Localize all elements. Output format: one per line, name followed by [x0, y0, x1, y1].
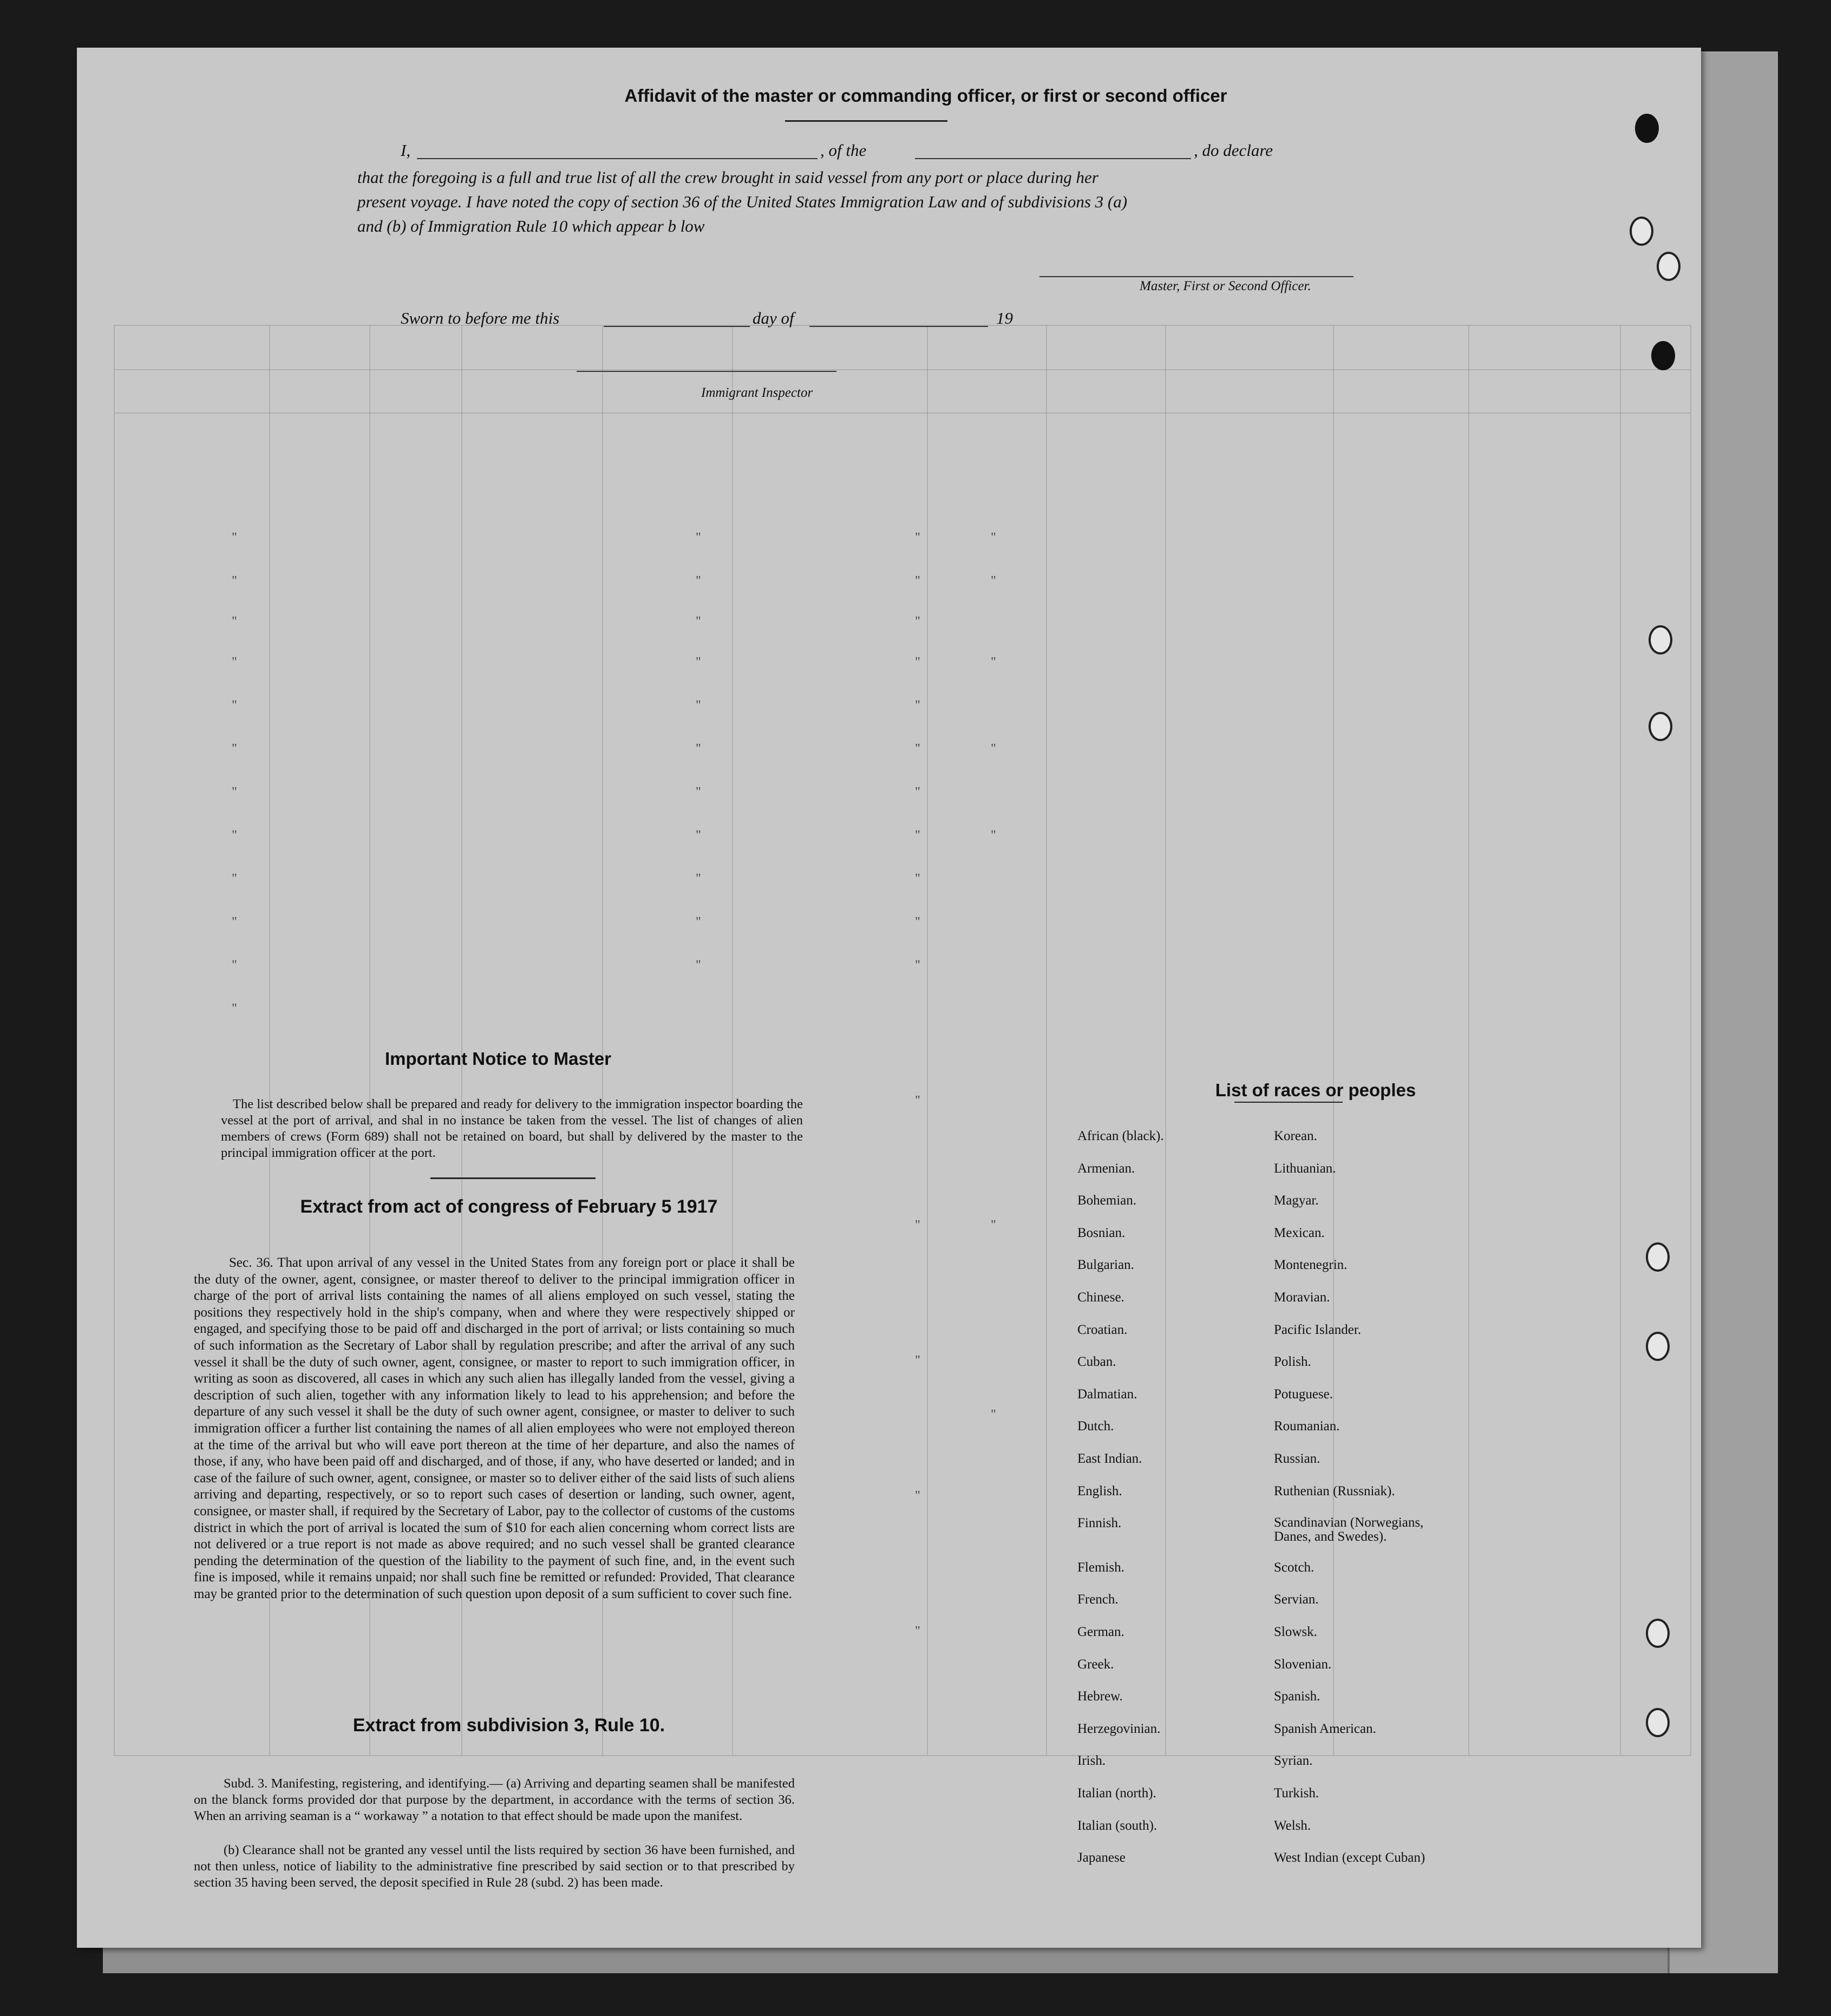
race-entry: German.	[1077, 1625, 1124, 1639]
ditto-mark: "	[915, 1489, 920, 1503]
punch-hole	[1635, 114, 1659, 143]
ditto-mark: "	[232, 698, 237, 712]
inspector-label: Immigrant Inspector	[701, 385, 813, 400]
sworn-month-field[interactable]	[809, 326, 988, 327]
sworn-text: Sworn to before me this	[401, 309, 560, 328]
ditto-mark: "	[232, 655, 237, 669]
ditto-mark: "	[232, 785, 237, 799]
ditto-mark: "	[991, 1408, 996, 1422]
race-entry: Slovenian.	[1274, 1657, 1332, 1672]
ditto-mark: "	[915, 655, 920, 669]
race-entry: Korean.	[1274, 1129, 1317, 1143]
race-entry: Dutch.	[1077, 1419, 1114, 1434]
ditto-mark: "	[915, 742, 920, 756]
race-entry: Montenegrin.	[1274, 1258, 1348, 1273]
ditto-mark: "	[991, 828, 996, 842]
race-entry: Ruthenian (Russniak).	[1274, 1483, 1395, 1498]
notice-rule	[430, 1177, 596, 1179]
race-entry: French.	[1077, 1592, 1119, 1607]
ditto-mark: "	[915, 1624, 920, 1638]
races-right-column	[1274, 1129, 1501, 1876]
ditto-mark: "	[991, 655, 996, 669]
punch-hole	[1646, 1708, 1670, 1737]
race-entry: Dalmatian.	[1077, 1386, 1137, 1402]
punch-hole	[1649, 712, 1672, 741]
ditto-mark: "	[232, 742, 237, 756]
race-entry: Scandinavian (Norwegians, Danes, and Swedes).	[1274, 1515, 1424, 1544]
ditto-mark: "	[915, 531, 920, 545]
ditto-mark: "	[915, 958, 920, 972]
ditto-mark: "	[696, 614, 701, 629]
ditto-mark: "	[915, 872, 920, 886]
ditto-mark: "	[696, 958, 701, 972]
ditto-mark: "	[696, 785, 701, 799]
races-title: List of races or peoples	[1215, 1080, 1416, 1100]
punch-hole	[1646, 1332, 1670, 1361]
ditto-mark: "	[232, 531, 237, 545]
races-left-column	[1077, 1129, 1294, 1876]
rule-extract-text-a: Subd. 3. Manifesting, registering, and identifying.— (a) Arriving and departing seamen shall be manifested on the blanck forms provided dor that purpose by the department, in accordance with the terms of section 36. When an arriving seaman is a “ workaway ” a notation to that effect should be made upon the manifest.	[194, 1776, 795, 1823]
title-rule	[785, 120, 947, 122]
master-name-field[interactable]	[417, 158, 818, 159]
punch-hole	[1657, 252, 1680, 281]
sworn-year: 19	[996, 309, 1013, 328]
race-entry: Cuban.	[1077, 1354, 1116, 1370]
race-entry: Syrian.	[1274, 1753, 1313, 1769]
act-extract-text: Sec. 36. That upon arrival of any vessel in the United States from any foreign port or place it shall be the duty of the owner, agent, consignee, or master thereof to deliver to the principal immigration officer in charge of the port of arrival lists containing the names of all aliens employed on such vessel, stating the positions they respectively hold in the ship's company, when and where they were respectively shipped or engaged, and specifying those to be paid off and discharged in the port of arrival; or lists containing so much of such information as the Secretary of Labor shall by regulation prescribe; and after the arrival of any such vessel it shall be the duty of such owner, agent, consignee, or master to report to such immigration officer, in writing as soon as discovered, all cases in which any such alien has illegally landed from the vessel, giving a description of such alien, together with any information likely to lead to his apprehension; and before the departure of any such vessel it shall be the duty of such owner agent, consignee, or master to deliver to such immigration officer a further list containing the names of all alien employees who were not employed thereon at the time of the arrival but who will eave port thereon at the time of her departure, and also the names of those, if any, who have been paid off and discharged, and of those, if any, who have deserted or landed; and in case of the failure of such owner, agent, consignee, or master so to deliver either of the said lists of such aliens arriving and departing, respectively, or so to report such cases of desertion or landing, such owner, agent, consignee, or master shall, if required by the Secretary of Labor, pay to the collector of customs of the customs district in which the port of arrival is located the sum of $10 for each alien concerning whom correct lists are not delivered or a true report is not made as above required; and no such vessel shall be granted clearance pending the determination of the question of the liability to the payment of such fine, and, in the event such fine is imposed, while it remains unpaid; nor shall such fine be remitted or refunded: Provided, That clearance may be granted prior to the determination of such question upon deposit of a sum sufficient to cover such fine.	[194, 1255, 795, 1601]
vessel-name-field[interactable]	[915, 158, 1191, 159]
race-entry: Mexican.	[1274, 1225, 1325, 1240]
affidavit-line1-end: , do declare	[1194, 141, 1273, 160]
race-entry: Moravian.	[1274, 1290, 1330, 1305]
ditto-mark: "	[696, 698, 701, 712]
race-entry: Irish.	[1077, 1753, 1106, 1769]
punch-hole	[1646, 1242, 1670, 1272]
ditto-mark: "	[915, 915, 920, 929]
punch-hole	[1651, 341, 1675, 370]
notice-text: The list described below shall be prepared and ready for delivery to the immigration inspector boarding the vessel at the port of arrival, and shal in no instance be taken from the vessel. The list of changes of alien members of crews (Form 689) shall not be retained on board, but shall by delivered by the master to the principal immigration officer at the port.	[221, 1097, 803, 1160]
master-signature-label: Master, First or Second Officer.	[1140, 279, 1311, 293]
ditto-mark: "	[915, 1094, 920, 1108]
race-entry: Lithuanian.	[1274, 1161, 1336, 1176]
race-entry: Turkish.	[1274, 1786, 1319, 1801]
race-entry: Greek.	[1077, 1657, 1114, 1672]
affidavit-line4: and (b) of Immigration Rule 10 which appear b low	[357, 217, 705, 235]
race-entry: Italian (south).	[1077, 1818, 1158, 1833]
race-entry: Japanese	[1077, 1850, 1126, 1866]
race-entry: Armenian.	[1077, 1161, 1135, 1176]
master-signature-field[interactable]	[1039, 276, 1353, 277]
race-entry: East Indian.	[1077, 1451, 1142, 1466]
ditto-mark: "	[696, 655, 701, 669]
ditto-mark: "	[696, 915, 701, 929]
race-entry: Herzegovinian.	[1077, 1721, 1161, 1736]
ditto-mark: "	[915, 785, 920, 799]
ditto-mark: "	[232, 872, 237, 886]
sworn-day-of: day of	[753, 309, 794, 328]
ditto-mark: "	[232, 614, 237, 629]
affidavit-line1-start: I,	[401, 141, 411, 160]
race-entry: Spanish.	[1274, 1689, 1320, 1704]
races-title-rule	[1234, 1102, 1343, 1103]
ditto-mark: "	[232, 574, 237, 588]
race-entry: Russian.	[1274, 1451, 1320, 1466]
punch-hole	[1649, 625, 1672, 654]
ditto-mark: "	[991, 531, 996, 545]
ditto-mark: "	[991, 742, 996, 756]
ditto-mark: "	[696, 828, 701, 842]
race-entry: Pacific Islander.	[1274, 1322, 1362, 1337]
affidavit-line1-mid: , of the	[820, 141, 867, 160]
sworn-day-field[interactable]	[604, 326, 750, 327]
ditto-mark: "	[696, 531, 701, 545]
affidavit-line3: present voyage. I have noted the copy of section 36 of the United States Immigration Law and of subdivisions 3 (a)	[357, 192, 1128, 211]
rule-extract-text-b: (b) Clearance shall not be granted any vessel until the lists required by section 36 have been furnished, and not then unless, notice of liability to the administrative fine prescribed by said section or to that prescribed by section 35 having been served, the deposit specified in Rule 28 (subd. 2) has been made.	[194, 1843, 795, 1890]
race-entry: Magyar.	[1274, 1193, 1319, 1208]
race-entry: Italian (north).	[1077, 1786, 1156, 1801]
race-entry: West Indian (except Cuban)	[1274, 1850, 1425, 1866]
race-entry: Hebrew.	[1077, 1689, 1123, 1704]
affidavit-line2: that the foregoing is a full and true list of all the crew brought in said vessel from any port or place during her	[357, 168, 1098, 187]
ditto-mark: "	[232, 915, 237, 929]
act-extract-title: Extract from act of congress of February 5 1917	[300, 1196, 718, 1217]
ditto-mark: "	[232, 1002, 237, 1016]
notice-title: Important Notice to Master	[384, 1049, 612, 1069]
race-entry: Roumanian.	[1274, 1419, 1340, 1434]
ditto-mark: "	[991, 574, 996, 588]
ditto-mark: "	[991, 1218, 996, 1232]
race-entry: Spanish American.	[1274, 1721, 1376, 1736]
ditto-mark: "	[915, 1353, 920, 1367]
race-entry: Bosnian.	[1077, 1225, 1126, 1240]
ditto-mark: "	[696, 574, 701, 588]
race-entry: Bohemian.	[1077, 1193, 1137, 1208]
inspector-signature-field[interactable]	[577, 371, 836, 372]
race-entry: Servian.	[1274, 1592, 1319, 1607]
race-entry: Croatian.	[1077, 1322, 1128, 1337]
rule-extract-title: Extract from subdivision 3, Rule 10.	[352, 1715, 665, 1736]
punch-hole	[1646, 1619, 1670, 1648]
race-entry: Flemish.	[1077, 1560, 1124, 1575]
race-entry: Polish.	[1274, 1354, 1311, 1370]
race-entry: Finnish.	[1077, 1516, 1122, 1531]
ditto-mark: "	[915, 574, 920, 588]
ditto-mark: "	[696, 872, 701, 886]
ditto-mark: "	[232, 828, 237, 842]
race-entry: Scotch.	[1274, 1560, 1315, 1575]
ditto-mark: "	[696, 742, 701, 756]
ditto-mark: "	[915, 828, 920, 842]
ditto-mark: "	[915, 614, 920, 629]
race-entry: English.	[1077, 1483, 1122, 1498]
race-entry: Bulgarian.	[1077, 1258, 1134, 1273]
affidavit-title: Affidavit of the master or commanding officer, or first or second officer	[624, 86, 1227, 106]
race-entry: Welsh.	[1274, 1818, 1311, 1833]
race-entry: Potuguese.	[1274, 1386, 1333, 1402]
ditto-mark: "	[915, 1218, 920, 1232]
ditto-mark: "	[232, 958, 237, 972]
race-entry: Slowsk.	[1274, 1625, 1317, 1639]
punch-hole	[1630, 217, 1653, 246]
race-entry: African (black).	[1077, 1129, 1164, 1143]
ditto-mark: "	[915, 698, 920, 712]
race-entry: Chinese.	[1077, 1290, 1124, 1305]
